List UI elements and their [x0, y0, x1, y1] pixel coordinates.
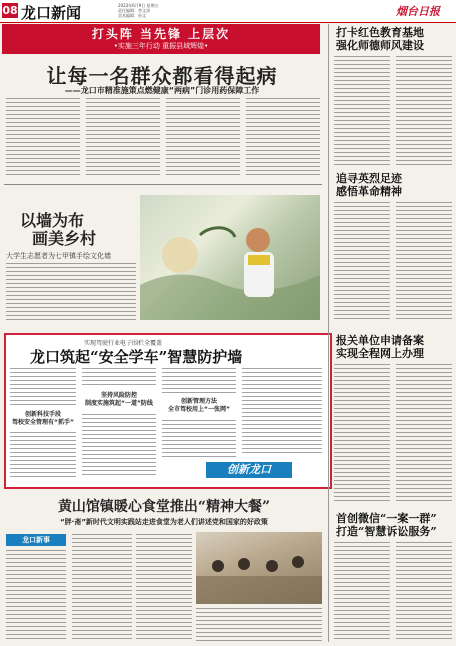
body-text — [396, 202, 452, 322]
canteen-image — [196, 532, 322, 604]
page-number: 08 — [2, 4, 18, 17]
body-text — [82, 368, 156, 388]
issue-line: 美术编辑：孙文 — [118, 13, 146, 18]
sidebar-title-line: 报关单位申请备案 — [336, 334, 424, 347]
sidebar-title-line: 首创微信“一案一群” — [336, 512, 437, 525]
article-subhead — [82, 392, 156, 410]
feature-title-line: 画美乡村 — [32, 229, 97, 248]
article-subhead-line: 制度实施筑起“一道”防线 — [85, 400, 153, 407]
sidebar-title-line: 打造“智慧诉讼服务” — [336, 525, 437, 538]
divider — [4, 184, 322, 185]
sidebar-title-line: 追寻英烈足迹 — [336, 172, 402, 185]
body-text — [166, 98, 240, 178]
body-text — [72, 534, 132, 642]
lead-headline: 让每一名群众都看得起病 — [46, 64, 278, 88]
bottom-subhead: “胖·斋”新时代文明实践站走进食堂为老人们讲述党和国家的好政策 — [60, 518, 268, 526]
body-text — [246, 98, 320, 178]
feature-photo — [140, 195, 320, 320]
article-subhead — [162, 398, 236, 416]
body-text — [6, 550, 66, 642]
section-name: 龙口新闻 — [21, 4, 82, 22]
sidebar-article-title — [336, 512, 454, 538]
section-tag: 龙口新事 — [6, 534, 66, 546]
article-subhead-line: 创新管理方法 — [180, 398, 217, 405]
article-kicker: 实现驾驶行业电子围栏全覆盖 — [84, 340, 163, 347]
paper-logo: 烟台日报 — [396, 5, 440, 18]
sidebar-title-line: 感悟革命精神 — [336, 185, 402, 198]
issue-line: 2023年6月9日 星期五 — [118, 3, 159, 8]
banner-title: 打头阵 当先锋 上层次 — [91, 27, 231, 41]
issue-line: 责任编辑：李文涛 — [118, 8, 150, 13]
body-text — [242, 368, 322, 456]
body-text — [6, 263, 136, 323]
body-text — [196, 608, 322, 642]
body-text — [10, 432, 76, 477]
column-divider — [328, 24, 329, 642]
sidebar-title-line: 强化师德师风建设 — [336, 39, 424, 52]
feature-title — [20, 212, 96, 248]
body-text — [86, 98, 160, 178]
body-text — [396, 364, 452, 504]
article-headline: 龙口筑起“安全学车”智慧防护墙 — [30, 348, 243, 366]
issue-info — [118, 3, 238, 18]
sidebar-article-title — [336, 26, 454, 52]
bottom-headline: 黄山馆镇暖心食堂推出“精神大餐” — [57, 499, 271, 515]
body-text — [334, 56, 390, 166]
article-subhead-line: 全市驾校用上“一张网” — [168, 406, 230, 413]
article-subhead-line: 创新科技手段 — [24, 411, 61, 418]
body-text — [334, 364, 390, 504]
sidebar-title-line: 实现全程网上办理 — [336, 347, 424, 360]
masthead — [0, 0, 456, 23]
body-text — [82, 414, 156, 477]
lead-subhead: ——龙口市精准施策点燃健康“两病”门诊用药保障工作 — [64, 86, 260, 95]
canteen-photo — [196, 532, 322, 604]
sidebar-article-title — [336, 334, 454, 360]
sidebar-article-title — [336, 172, 454, 198]
body-text — [396, 542, 452, 642]
feature-title-line: 以墙为布 — [20, 211, 85, 230]
feature-subtitle: 大学生志愿者为七甲镇手绘文化墙 — [6, 252, 111, 260]
sidebar-title-line: 打卡红色教育基地 — [336, 26, 424, 39]
body-text — [162, 368, 236, 396]
volunteer-painting-image — [140, 195, 320, 320]
body-text — [10, 368, 76, 408]
banner-subtitle: •实施三年行动 重振县域辉煌• — [113, 42, 209, 50]
body-text — [396, 56, 452, 166]
body-text — [162, 420, 236, 458]
article-subhead-line: 驾校安全管理有“抓手” — [12, 419, 74, 426]
campaign-banner — [2, 24, 320, 54]
article-subhead — [10, 411, 76, 429]
brand-tag: 创新龙口 — [206, 462, 292, 478]
body-text — [334, 542, 390, 642]
body-text — [334, 202, 390, 322]
body-text — [136, 534, 192, 642]
body-text — [6, 98, 80, 178]
article-subhead-line: 坚持风险防控 — [100, 392, 137, 399]
